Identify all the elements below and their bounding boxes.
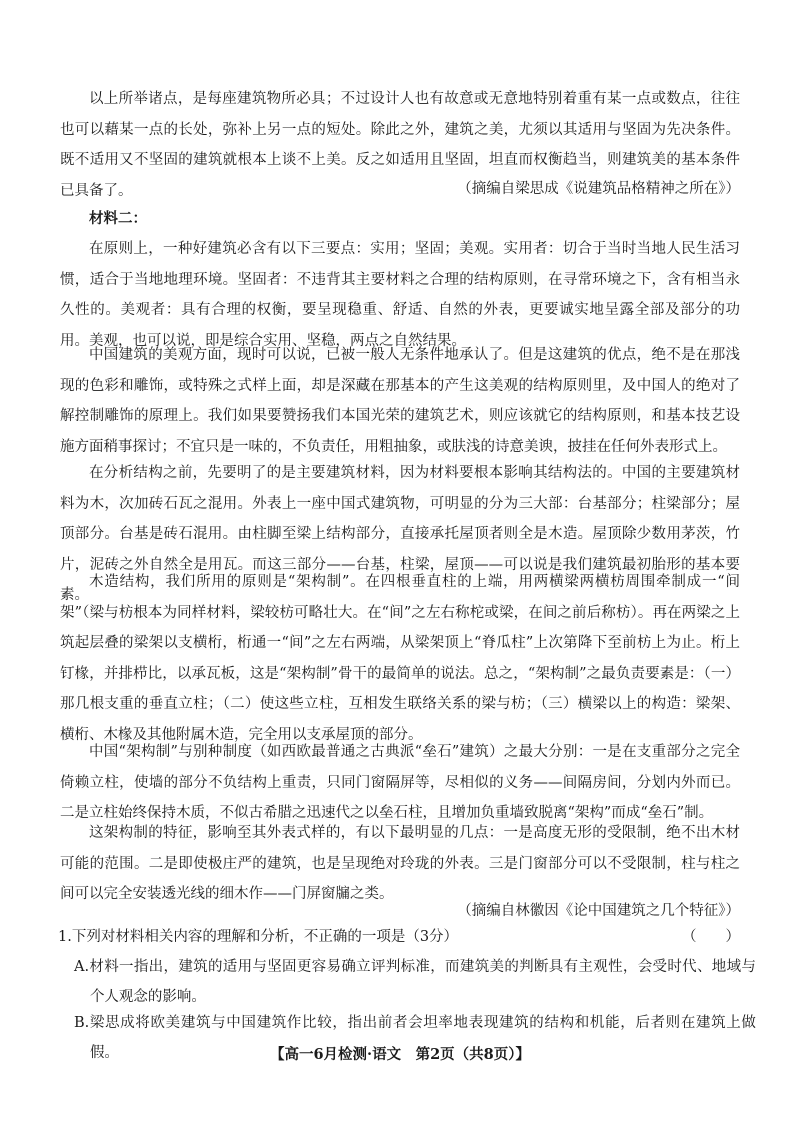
page-footer: 【高一6月检测·语文 第2页（共8页）】 <box>269 1046 531 1063</box>
answer-bracket: （ ） <box>682 929 740 945</box>
paragraph-features: 这架构制的特征，影响至其外表式样的，有以下最明显的几点：一是高度无形的受限制，绝不出木材可能的范围。二是即使极庄严的建筑，也是呈现绝对玲珑的外表。三是门窗部分可以不受限制，柱与柱之间可以完全安装透光线的细木作——门屏窗牖之类。 <box>60 825 740 903</box>
paragraph-comparison: 中国“架构制”与别种制度（如西欧最普通之古典派“垒石”建筑）之最大分别：一是在支重部分之完全倚赖立柱，使墙的部分不负结构上重责，只同门窗隔屏等，尽相似的义务——间隔房间，分划内外而已。二是立柱始终保持木质，不似古希腊之迅速代之以垒石柱，且增加负重墙致脱离“架构”而成“垒石”制。 <box>60 744 740 822</box>
paragraph-aesthetics: 中国建筑的美观方面，现时可以说，已被一般人无条件地承认了。但是这建筑的优点，绝不是在那浅现的色彩和雕饰，或特殊之式样上面，却是深藏在那基本的产生这美观的结构原则里，及中国人的绝对了解控制雕饰的原理上。我们如果要赞扬我们本国光荣的建筑艺术，则应该就它的结构原则，和基本技艺设施方面稍事探讨；不宜只是一味的，不负责任，用粗抽象，或肤浅的诗意美谀，披挂在任何外表形式上。 <box>60 347 740 455</box>
question-1-text: 1.下列对材料相关内容的理解和分析，不正确的一项是（3分） <box>58 929 459 945</box>
material-two-heading: 材料二： <box>89 210 147 227</box>
paragraph-frame-structure: 木造结构，我们所用的原则是“架构制”。在四根垂直柱的上端，用两横梁两横枋周围牵制成一“间架”（梁与枋根本为同样材料，梁较枋可略壮大。在“间”之左右称柁或梁，在间之前后称枋）。再在两梁之上筑起层叠的梁架以支横桁，桁通一“间”之左右两端，从梁架顶上“脊瓜柱”上次第降下至前枋上为止。桁上钉椽，并排栉比，以承瓦板，这是“架构制”骨干的最简单的说法。总之，“架构制”之最负责要素是：（一）那几根支重的垂直立柱；（二）使这些立柱，互相发生联络关系的梁与枋；（三）横梁以上的构造：梁架、横桁、木椽及其他附属木造，完全用以支承屋顶的部分。 <box>60 574 740 743</box>
source-citation-2: （摘编自林徽因《论中国建筑之几个特征》） <box>457 903 740 919</box>
paragraph-principles: 在原则上，一种好建筑必含有以下三要点：实用；坚固；美观。实用者：切合于当时当地人民生活习惯，适合于当地地理环境。坚固者：不违背其主要材料之合理的结构原则，在寻常环境之下，含有相当永久性的。美观者：具有合理的权衡，要呈现稳重、舒适、自然的外表，更要诚实地呈露全部及部分的功用。美观，也可以说，即是综合实用、坚稳，两点之自然结果。 <box>60 241 740 349</box>
source-citation-1: （摘编自梁思成《说建筑品格精神之所在》） <box>457 181 740 197</box>
option-a: A.材料一指出，建筑的适用与坚固更容易确立评判标准，而建筑美的判断具有主观性，会受时代、地域与个人观念的影响。 <box>74 959 756 1005</box>
paragraph-materials: 在分析结构之前，先要明了的是主要建筑材料，因为材料要根本影响其结构法的。中国的主要建筑材料为木，次加砖石瓦之混用。外表上一座中国式建筑物，可明显的分为三大部：台基部分；柱梁部分；屋顶部分。台基是砖石混用。由柱脚至梁上结构部分，直接承托屋顶者则全是木造。屋顶除少数用茅茨，竹片，泥砖之外自然全是用瓦。而这三部分——台基，柱梁，屋顶——可以说是我们建筑最初胎形的基本要素。 <box>60 465 740 604</box>
question-1-stem <box>58 922 740 952</box>
intro-paragraph: 以上所举诸点，是每座建筑物所必具；不过设计人也有故意或无意地特别着重有某一点或数点，往往也可以藉某一点的长处，弥补上另一点的短处。除此之外，建筑之美，尤须以其适用与坚固为先决条件。既不适用又不坚固的建筑就根本上谈不上美。反之如适用且坚固，坦直而权衡趋当，则建筑美的基本条件已具备了。 <box>60 91 740 199</box>
option-b: B.梁思成将欧美建筑与中国建筑作比较，指出前者会坦率地表现建筑的结构和机能，后者则在建筑上做假。 <box>74 1015 756 1061</box>
